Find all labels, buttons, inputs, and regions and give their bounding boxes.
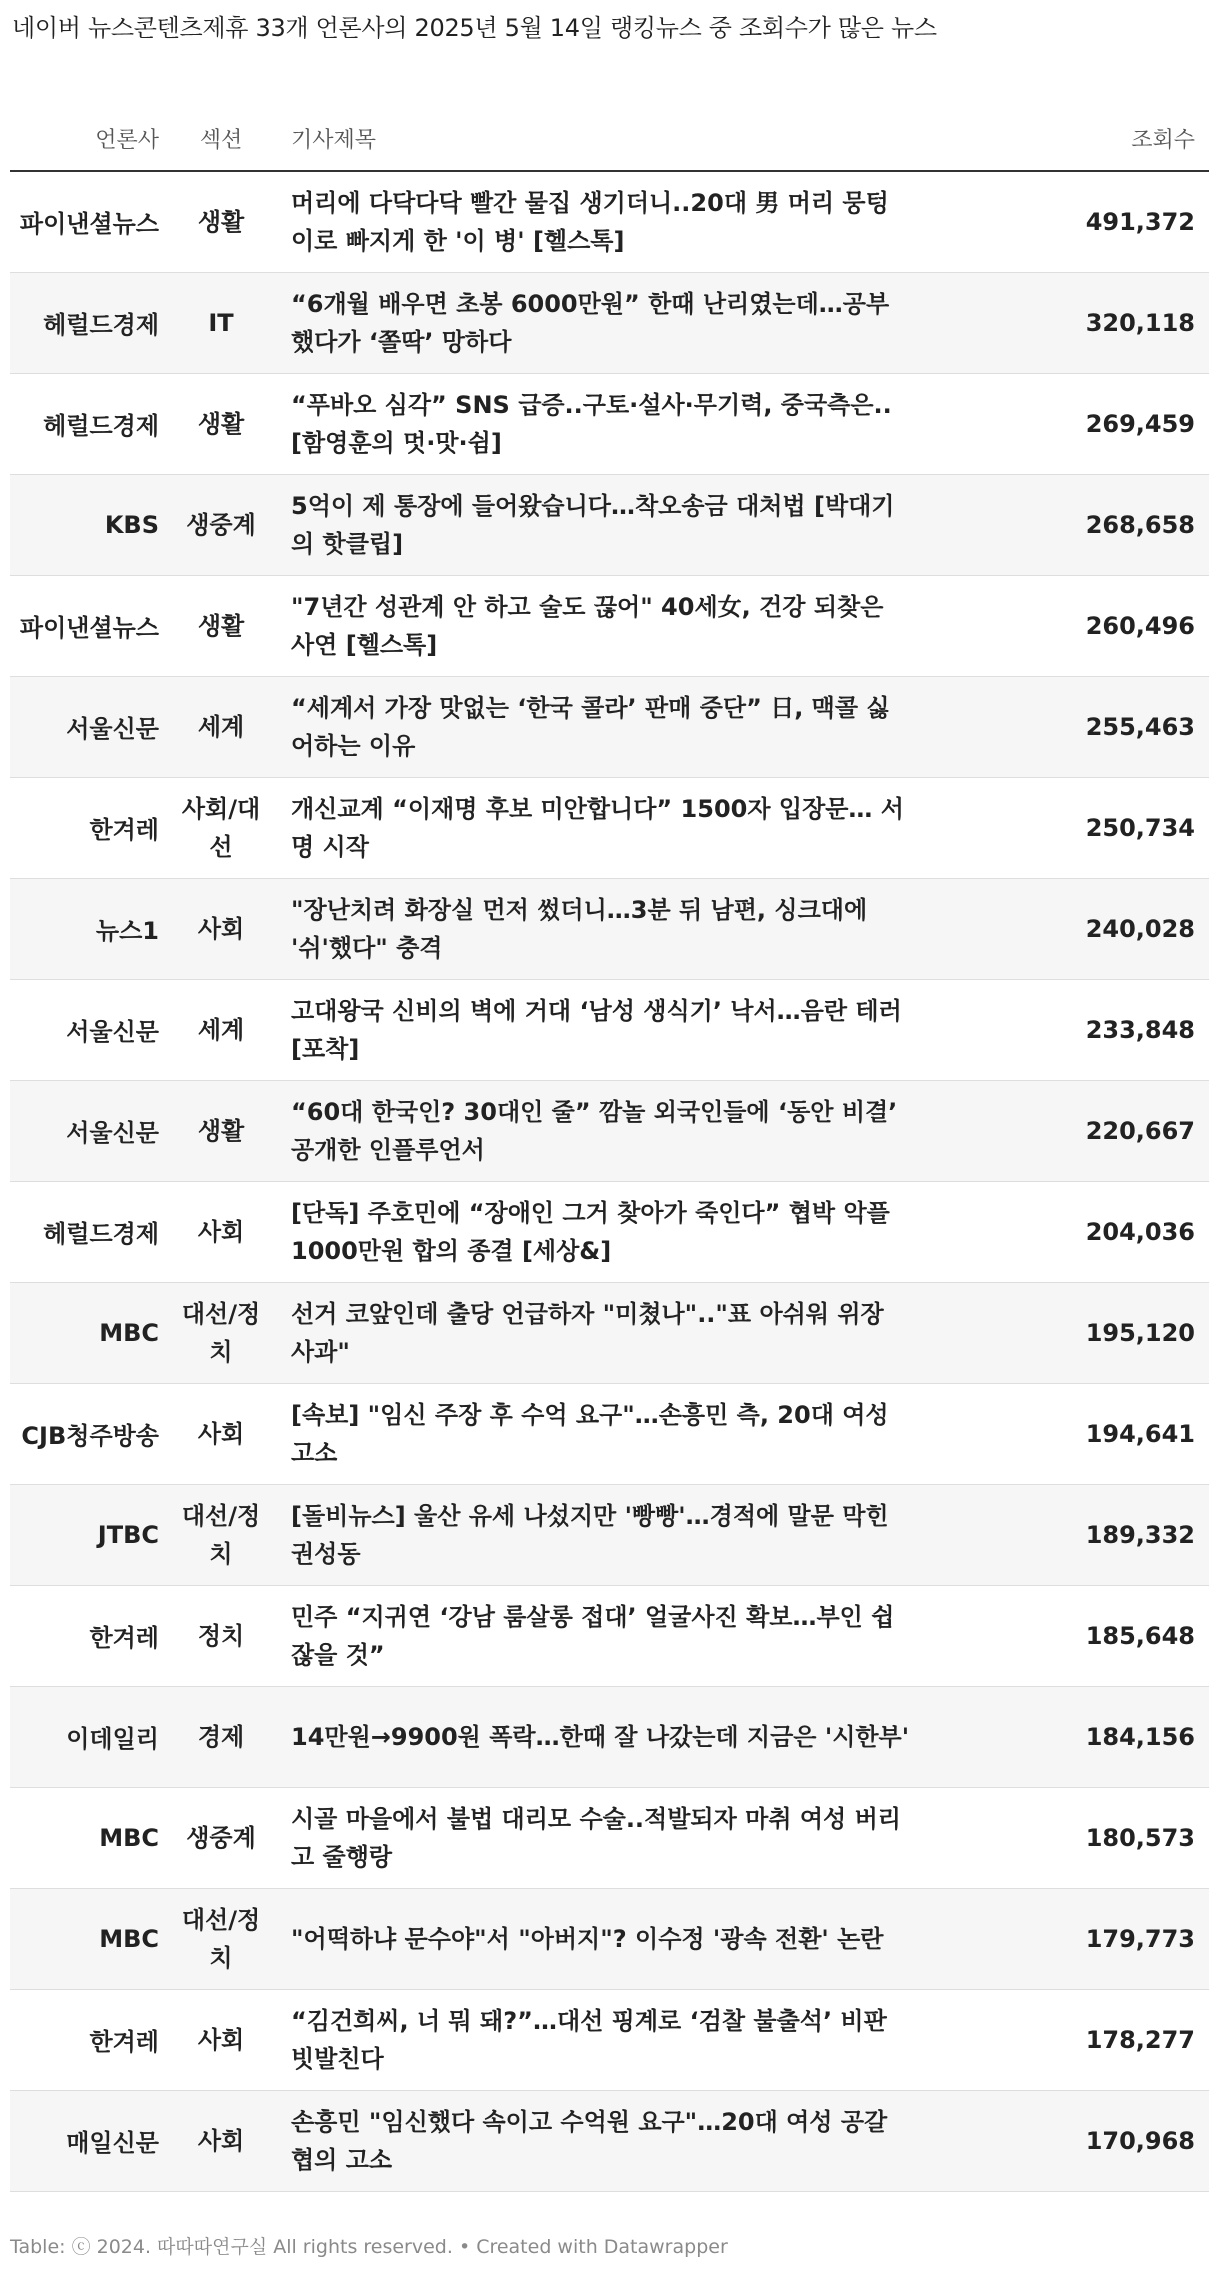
cell-outlet: MBC xyxy=(10,1787,173,1888)
table-row xyxy=(10,1888,1209,1989)
cell-views: 189,332 xyxy=(921,1484,1209,1585)
cell-section: 생활 xyxy=(173,575,269,676)
cell-section: 사회/대선 xyxy=(173,777,269,878)
cell-headline: 5억이 제 통장에 들어왔습니다…착오송금 대처법 [박대기의 핫클립] xyxy=(269,474,921,575)
cell-headline: "어떡하냐 문수야"서 "아버지"? 이수정 '광속 전환' 논란 xyxy=(269,1888,921,1989)
table-row xyxy=(10,1484,1209,1585)
cell-section: 사회 xyxy=(173,1989,269,2090)
table-row xyxy=(10,1282,1209,1383)
table-row xyxy=(10,676,1209,777)
cell-views: 170,968 xyxy=(921,2090,1209,2191)
cell-views: 185,648 xyxy=(921,1585,1209,1686)
cell-views: 491,372 xyxy=(921,171,1209,272)
cell-section: IT xyxy=(173,272,269,373)
column-header-outlet[interactable]: 언론사 xyxy=(10,86,173,171)
cell-views: 184,156 xyxy=(921,1686,1209,1787)
cell-outlet: 서울신문 xyxy=(10,979,173,1080)
cell-outlet: 파이낸셜뉴스 xyxy=(10,171,173,272)
cell-views: 240,028 xyxy=(921,878,1209,979)
cell-section: 사회 xyxy=(173,878,269,979)
cell-section: 사회 xyxy=(173,1181,269,1282)
table-row xyxy=(10,1686,1209,1787)
cell-headline: “푸바오 심각” SNS 급증..구토·설사·무기력, 중국측은..[함영훈의 멋·맛·쉼] xyxy=(269,373,921,474)
cell-section: 대선/정치 xyxy=(173,1888,269,1989)
cell-outlet: 한겨레 xyxy=(10,1585,173,1686)
cell-outlet: 헤럴드경제 xyxy=(10,373,173,474)
cell-outlet: MBC xyxy=(10,1888,173,1989)
cell-views: 204,036 xyxy=(921,1181,1209,1282)
cell-headline: 선거 코앞인데 출당 언급하자 "미쳤나".."표 아쉬워 위장 사과" xyxy=(269,1282,921,1383)
cell-outlet: 이데일리 xyxy=(10,1686,173,1787)
cell-outlet: 헤럴드경제 xyxy=(10,272,173,373)
cell-headline: 머리에 다닥다닥 빨간 물집 생기더니..20대 男 머리 뭉텅이로 빠지게 한 '이 병' [헬스톡] xyxy=(269,171,921,272)
cell-outlet: 한겨레 xyxy=(10,1989,173,2090)
cell-section: 경제 xyxy=(173,1686,269,1787)
cell-section: 생중계 xyxy=(173,1787,269,1888)
cell-views: 255,463 xyxy=(921,676,1209,777)
cell-headline: “김건희씨, 너 뭐 돼?”…대선 핑계로 ‘검찰 불출석’ 비판 빗발친다 xyxy=(269,1989,921,2090)
cell-headline: [속보] "임신 주장 후 수억 요구"…손흥민 측, 20대 여성 고소 xyxy=(269,1383,921,1484)
table-header xyxy=(10,86,1209,171)
table-row xyxy=(10,272,1209,373)
cell-headline: [단독] 주호민에 “장애인 그거 찾아가 죽인다” 협박 악플 1000만원 합의 종결 [세상&] xyxy=(269,1181,921,1282)
table-footer: Table: ⓒ 2024. 따따따연구실 All rights reserved. • Created with Datawrapper xyxy=(10,2236,728,2258)
table-row xyxy=(10,474,1209,575)
column-header-headline[interactable]: 기사제목 xyxy=(269,86,921,171)
table-body xyxy=(10,171,1209,2191)
cell-section: 세계 xyxy=(173,676,269,777)
cell-section: 대선/정치 xyxy=(173,1282,269,1383)
cell-views: 268,658 xyxy=(921,474,1209,575)
table-row xyxy=(10,171,1209,272)
cell-outlet: 뉴스1 xyxy=(10,878,173,979)
cell-headline: "7년간 성관계 안 하고 술도 끊어" 40세女, 건강 되찾은 사연 [헬스톡] xyxy=(269,575,921,676)
ranking-table xyxy=(10,86,1209,2192)
cell-section: 생활 xyxy=(173,1080,269,1181)
header-row xyxy=(10,86,1209,171)
table-row xyxy=(10,373,1209,474)
cell-section: 사회 xyxy=(173,1383,269,1484)
cell-headline: [돌비뉴스] 울산 유세 나섰지만 '빵빵'…경적에 말문 막힌 권성동 xyxy=(269,1484,921,1585)
table-row xyxy=(10,575,1209,676)
cell-headline: "장난치려 화장실 먼저 썼더니…3분 뒤 남편, 싱크대에 '쉬'했다" 충격 xyxy=(269,878,921,979)
cell-views: 320,118 xyxy=(921,272,1209,373)
cell-outlet: 서울신문 xyxy=(10,1080,173,1181)
column-header-section[interactable]: 섹션 xyxy=(173,86,269,171)
cell-outlet: JTBC xyxy=(10,1484,173,1585)
cell-section: 정치 xyxy=(173,1585,269,1686)
cell-section: 생중계 xyxy=(173,474,269,575)
table-row xyxy=(10,1585,1209,1686)
cell-headline: 14만원→9900원 폭락…한때 잘 나갔는데 지금은 '시한부' xyxy=(269,1686,921,1787)
cell-views: 233,848 xyxy=(921,979,1209,1080)
cell-views: 180,573 xyxy=(921,1787,1209,1888)
cell-section: 생활 xyxy=(173,373,269,474)
cell-headline: “6개월 배우면 초봉 6000만원” 한때 난리였는데…공부했다가 ‘쫄딱’ 망하다 xyxy=(269,272,921,373)
cell-headline: 고대왕국 신비의 벽에 거대 ‘남성 생식기’ 낙서…음란 테러 [포착] xyxy=(269,979,921,1080)
cell-section: 세계 xyxy=(173,979,269,1080)
cell-views: 220,667 xyxy=(921,1080,1209,1181)
table-row xyxy=(10,979,1209,1080)
cell-section: 생활 xyxy=(173,171,269,272)
table-row xyxy=(10,2090,1209,2191)
cell-headline: 시골 마을에서 불법 대리모 수술..적발되자 마취 여성 버리고 줄행랑 xyxy=(269,1787,921,1888)
cell-outlet: KBS xyxy=(10,474,173,575)
table-title: 네이버 뉴스콘텐츠제휴 33개 언론사의 2025년 5월 14일 랭킹뉴스 중 조회수가 많은 뉴스 xyxy=(12,14,937,42)
table-row xyxy=(10,1787,1209,1888)
cell-views: 195,120 xyxy=(921,1282,1209,1383)
cell-views: 269,459 xyxy=(921,373,1209,474)
column-header-views[interactable]: 조회수 xyxy=(921,86,1209,171)
cell-views: 250,734 xyxy=(921,777,1209,878)
cell-views: 194,641 xyxy=(921,1383,1209,1484)
table-row xyxy=(10,1080,1209,1181)
table-row xyxy=(10,1383,1209,1484)
cell-views: 179,773 xyxy=(921,1888,1209,1989)
cell-headline: “60대 한국인? 30대인 줄” 깜놀 외국인들에 ‘동안 비결’ 공개한 인플루언서 xyxy=(269,1080,921,1181)
cell-outlet: MBC xyxy=(10,1282,173,1383)
cell-outlet: 파이낸셜뉴스 xyxy=(10,575,173,676)
cell-outlet: 한겨레 xyxy=(10,777,173,878)
table-row xyxy=(10,1181,1209,1282)
table-row xyxy=(10,878,1209,979)
cell-outlet: 매일신문 xyxy=(10,2090,173,2191)
cell-section: 대선/정치 xyxy=(173,1484,269,1585)
cell-views: 260,496 xyxy=(921,575,1209,676)
cell-headline: “세계서 가장 맛없는 ‘한국 콜라’ 판매 중단” 日, 맥콜 싫어하는 이유 xyxy=(269,676,921,777)
cell-headline: 손흥민 "임신했다 속이고 수억원 요구"…20대 여성 공갈 협의 고소 xyxy=(269,2090,921,2191)
cell-section: 사회 xyxy=(173,2090,269,2191)
cell-headline: 개신교계 “이재명 후보 미안합니다” 1500자 입장문… 서명 시작 xyxy=(269,777,921,878)
table-row xyxy=(10,1989,1209,2090)
cell-headline: 민주 “지귀연 ‘강남 룸살롱 접대’ 얼굴사진 확보…부인 쉽잖을 것” xyxy=(269,1585,921,1686)
cell-outlet: 헤럴드경제 xyxy=(10,1181,173,1282)
table-row xyxy=(10,777,1209,878)
cell-views: 178,277 xyxy=(921,1989,1209,2090)
cell-outlet: 서울신문 xyxy=(10,676,173,777)
cell-outlet: CJB청주방송 xyxy=(10,1383,173,1484)
